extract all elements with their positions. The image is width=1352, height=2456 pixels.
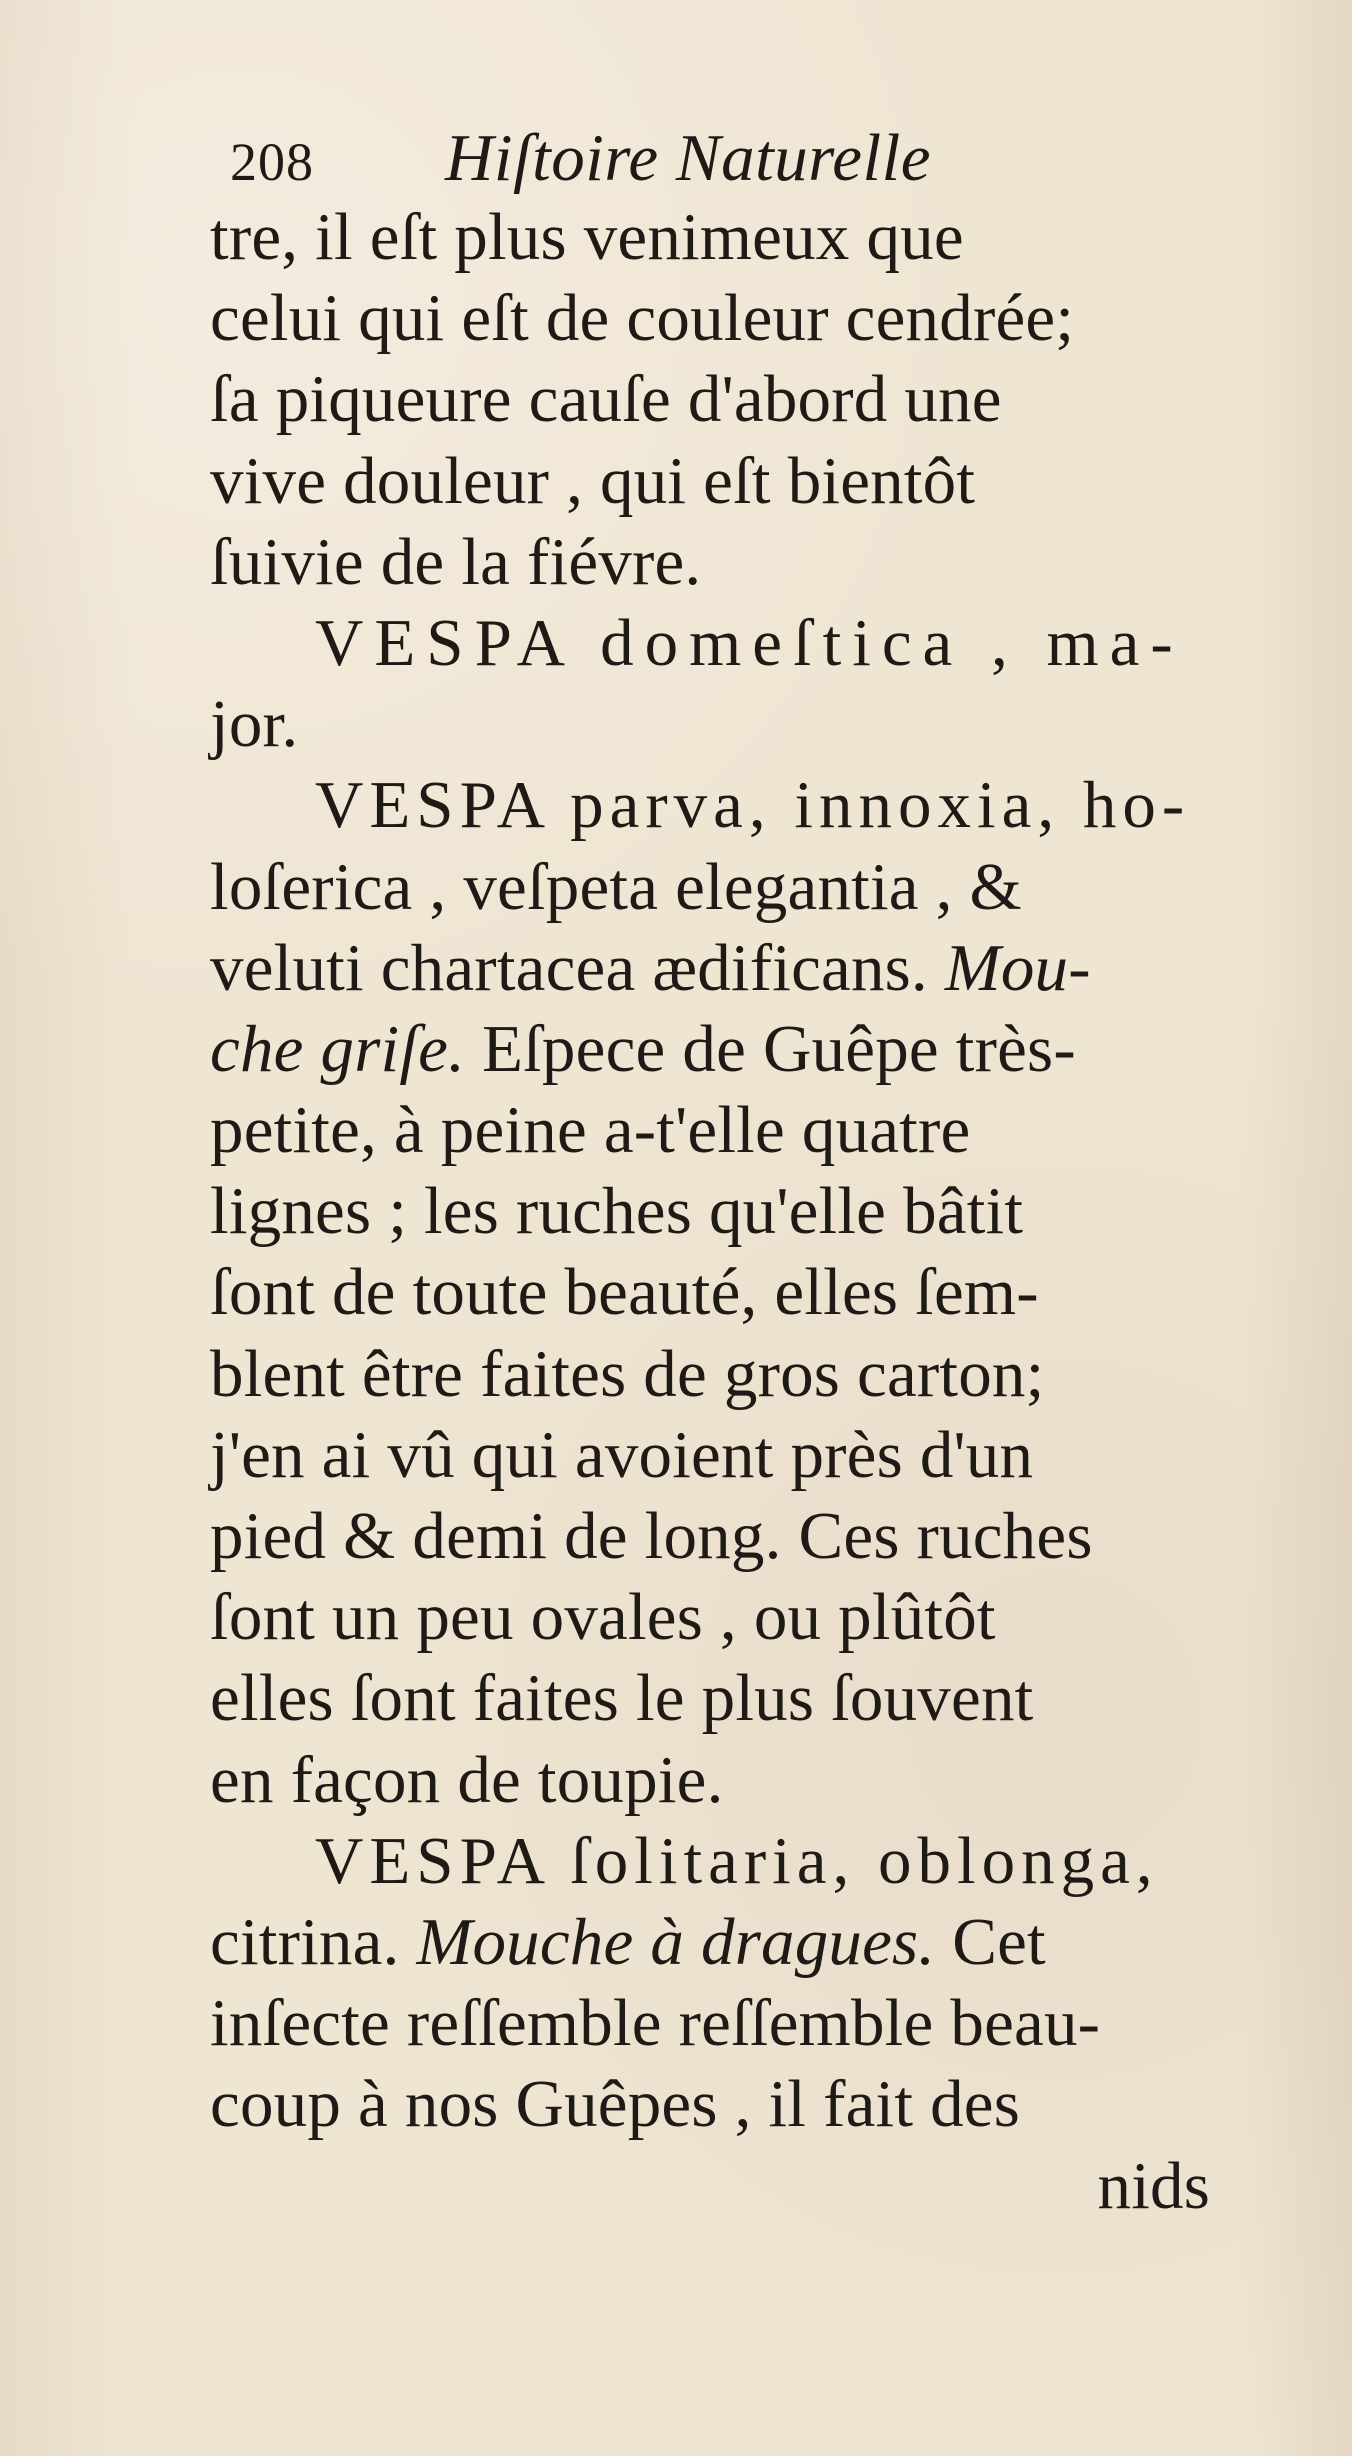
text-line: jor. bbox=[210, 687, 299, 762]
catchword: nids bbox=[1097, 2148, 1210, 2223]
text-line: ſont un peu ovales , ou plûtôt bbox=[210, 1580, 996, 1655]
text-line: lignes ; les ruches qu'elle bâtit bbox=[210, 1174, 1024, 1249]
text-line: pied & demi de long. Ces ruches bbox=[210, 1499, 1093, 1573]
text-line: tre, il eſt plus venimeux que bbox=[210, 200, 964, 274]
text-line: en façon de toupie. bbox=[210, 1742, 724, 1817]
body-text bbox=[210, 197, 1210, 2227]
text-line: VESPA ſolitaria, oblonga, bbox=[315, 1823, 1159, 1898]
text-line: VESPA parva, innoxia, ho- bbox=[315, 768, 1191, 843]
page-header bbox=[210, 121, 1110, 205]
running-title: Hiſtoire Naturelle bbox=[445, 121, 932, 195]
page-number: 208 bbox=[230, 132, 314, 192]
text-line: ſont de toute beauté, elles ſem- bbox=[210, 1255, 1039, 1330]
text-line: veluti chartacea ædificans. Mou- bbox=[210, 930, 1091, 1005]
text-line: inſecte reſſemble reſſemble beau- bbox=[210, 1986, 1101, 2061]
text-line: blent être faites de gros carton; bbox=[210, 1336, 1045, 1411]
text-line: coup à nos Guêpes , il fait des bbox=[210, 2067, 1021, 2142]
text-line: VESPA domeſtica , ma- bbox=[315, 605, 1184, 680]
text-line: j'en ai vû qui avoient près d'un bbox=[210, 1417, 1034, 1492]
text-line: loſerica , veſpeta elegantia , & bbox=[210, 849, 1022, 924]
text-line: ſa piqueure cauſe d'abord une bbox=[210, 362, 1002, 437]
text-line: elles ſont faites le plus ſouvent bbox=[210, 1661, 1034, 1736]
text-line: citrina. Mouche à dragues. Cet bbox=[210, 1904, 1046, 1979]
text-line: vive douleur , qui eſt bientôt bbox=[210, 443, 976, 518]
text-line: ſuivie de la fiévre. bbox=[210, 524, 702, 599]
text-line: che griſe. Eſpece de Guêpe très- bbox=[210, 1011, 1076, 1086]
text-line: petite, à peine a-t'elle quatre bbox=[210, 1093, 971, 1168]
text-line: celui qui eſt de couleur cendrée; bbox=[210, 281, 1075, 356]
